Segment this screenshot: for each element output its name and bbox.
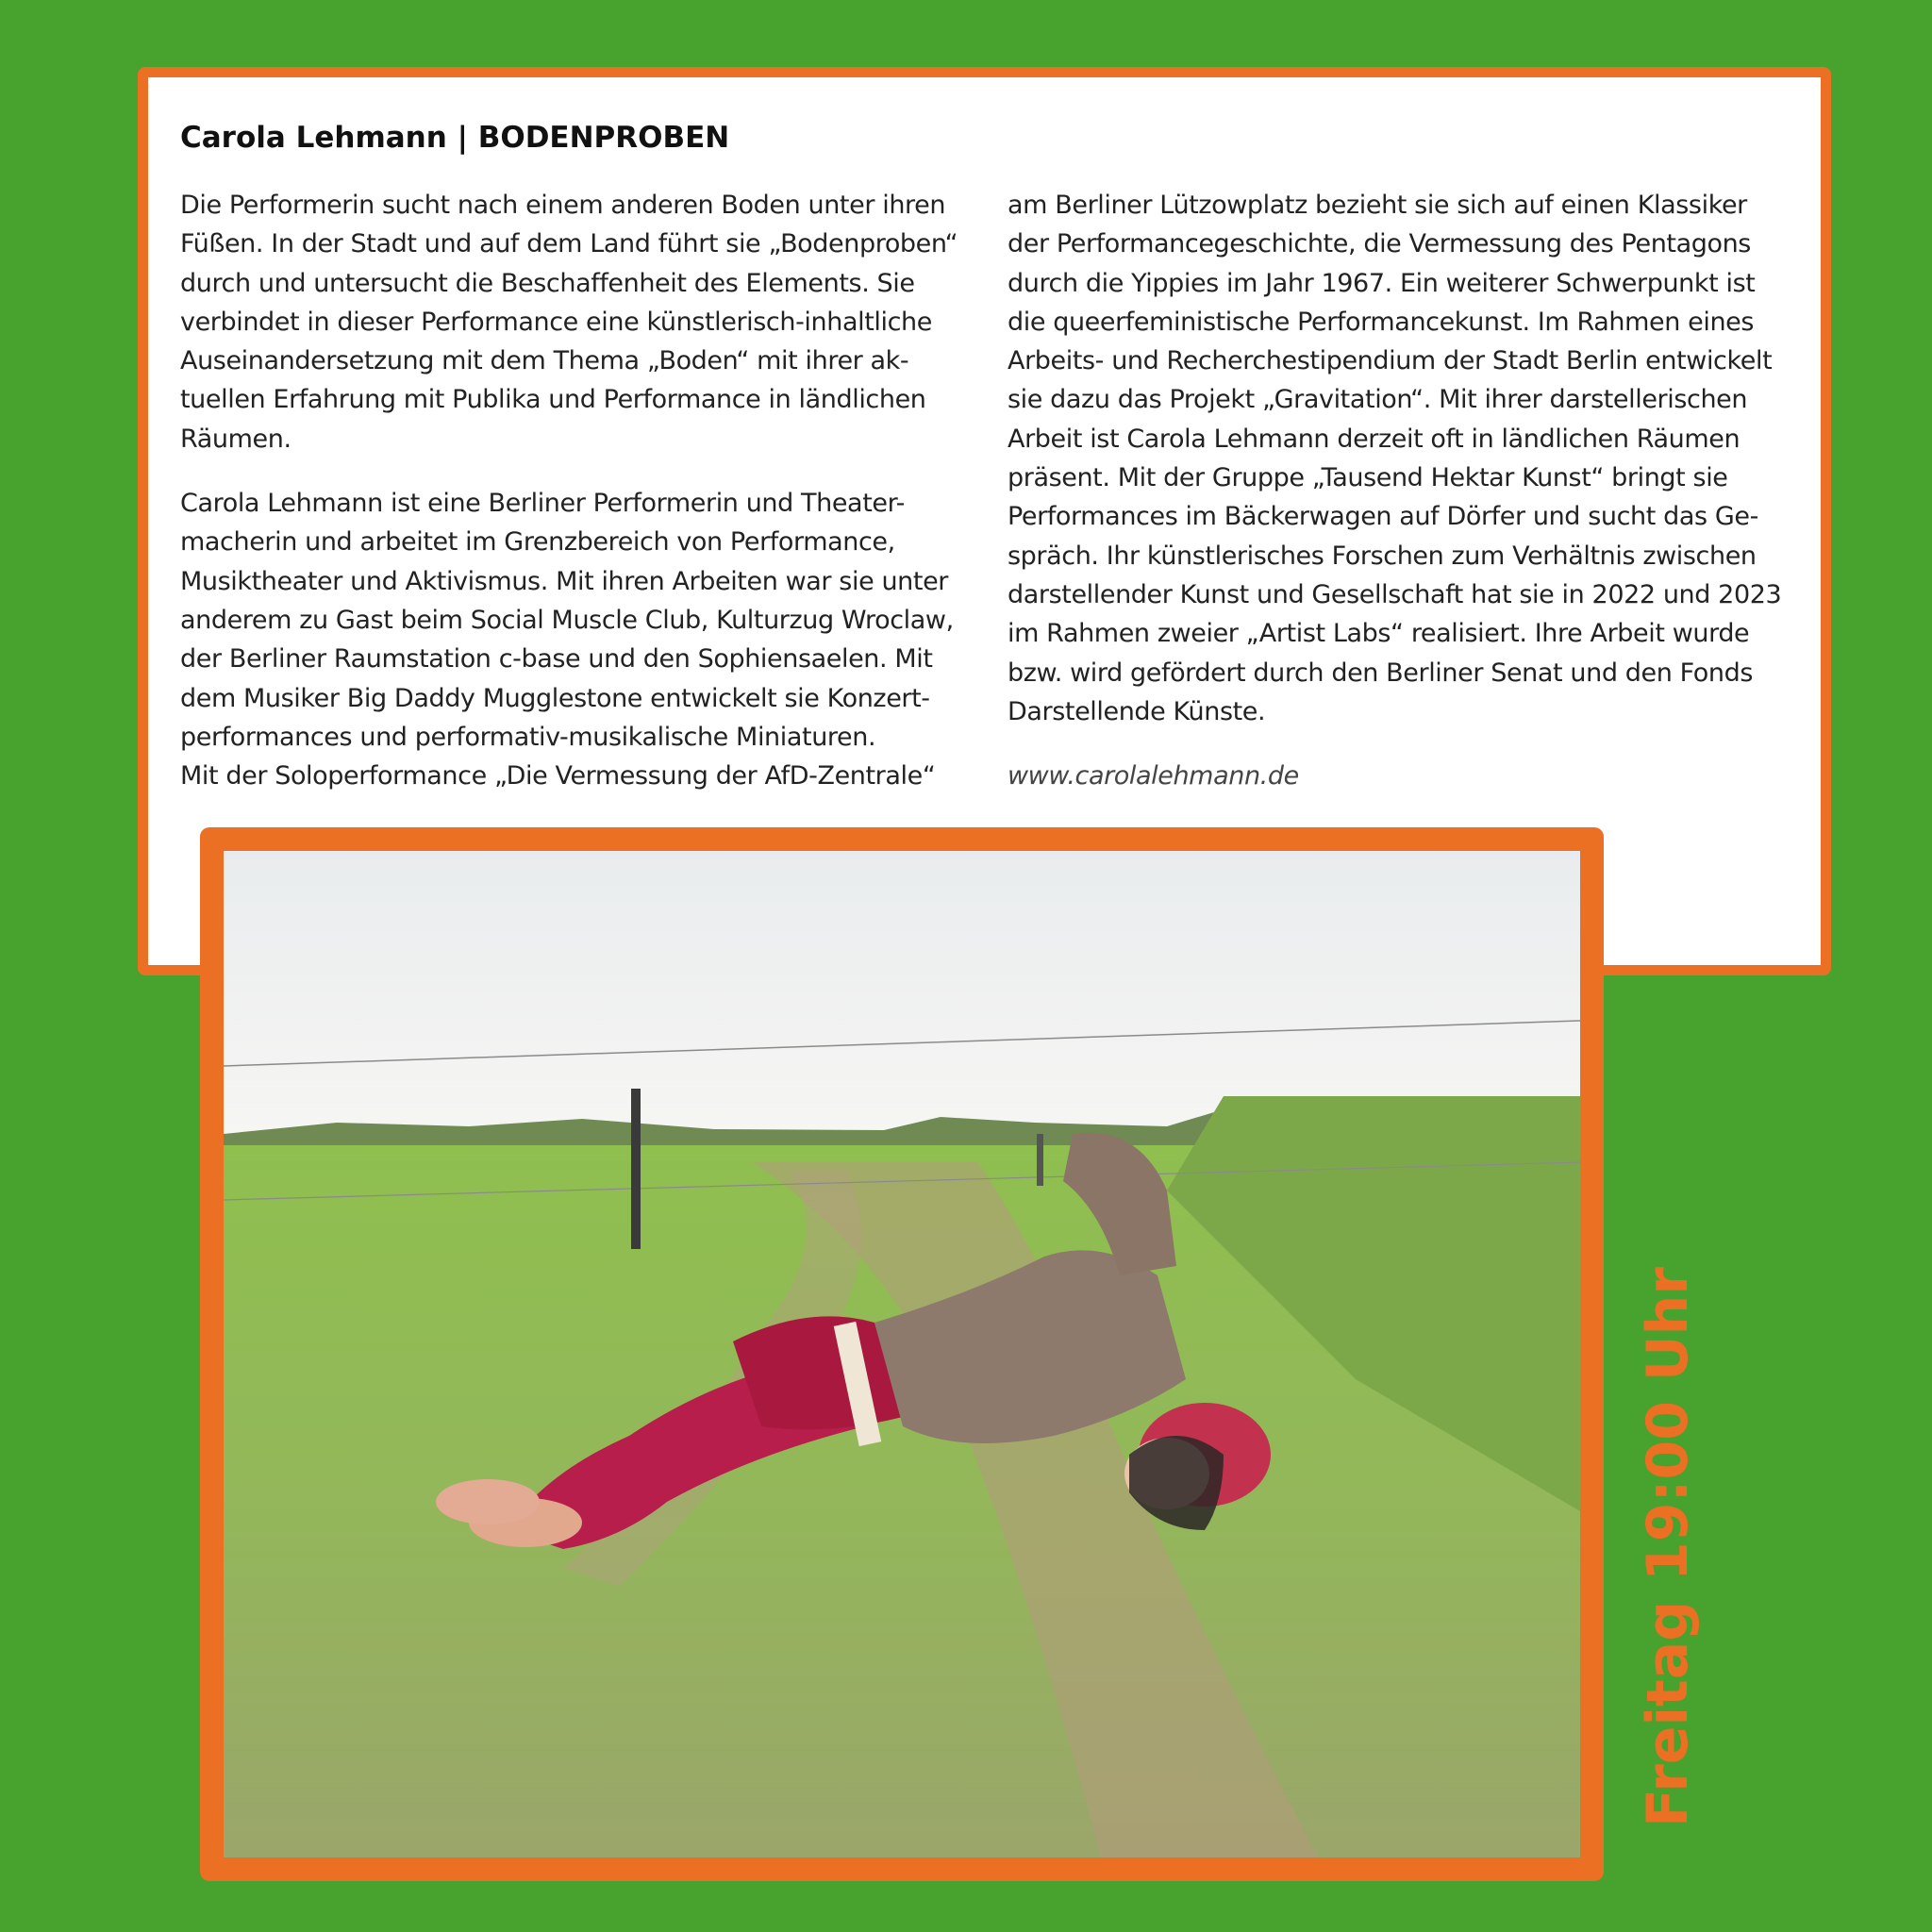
performer-photo xyxy=(200,827,1604,1881)
description-paragraph: Die Performerin sucht nach einem anderen Boden unter ihren Füßen. In der Stadt und auf dem Land führt sie „Bodenproben“ durch und untersucht die Beschaffenheit des Elements. Sie verbindet in dieser Performance eine künstlerisch-inhaltliche Auseinandersetzung mit dem Thema „Boden“ mit ihrer ak- tuellen Erfahrung mit Publika und Performance in ländlichen Räumen. xyxy=(180,191,958,454)
page-title: Carola Lehmann | BODENPROBEN xyxy=(180,121,730,155)
website-link[interactable]: www.carolalehmann.de xyxy=(1008,761,1299,791)
left-column xyxy=(180,186,991,795)
right-column xyxy=(1008,186,1819,795)
biography-paragraph: Carola Lehmann ist eine Berliner Performerin und Theater- macherin und arbeitet im Grenzbereich von Performance, Musiktheater und Aktivismus. Mit ihren Arbeiten war sie unter anderem zu Gast beim Social Muscle Club, Kulturzug Wroclaw, der Berliner Raumstation c-base und den Sophiensaelen. Mit dem Musiker Big Daddy Mugglestone entwickelt sie Konzert- performances und performativ-musikalische Miniaturen. Mit der Soloperformance „Die Vermessung der AfD-Zentrale“ xyxy=(180,489,954,791)
event-time-label: Freitag 19:00 Uhr xyxy=(1635,1267,1701,1827)
biography-continued-paragraph: am Berliner Lützowplatz bezieht sie sich auf einen Klassiker der Performancegeschichte, die Vermessung des Pentagons durch die Yippies im Jahr 1967. Ein weiterer Schwerpunkt ist die queerfeministische Performancekunst. Im Rahmen eines Arbeits- und Recherchestipendium der Stadt Berlin entwickelt sie dazu das Projekt „Gravitation“. Mit ihrer darstellerischen Arbeit ist Carola Lehmann derzeit oft in ländlichen Räumen präsent. Mit der Gruppe „Tausend Hektar Kunst“ bringt sie Performances im Bäckerwagen auf Dörfer und sucht das Ge- spräch. Ihr künstlerisches Forschen zum Verhältnis zwischen darstellender Kunst und Gesellschaft hat sie in 2022 und 2023 im Rahmen zweier „Artist Labs“ realisiert. Ihre Arbeit wurde bzw. wird gefördert durch den Berliner Senat und den Fonds Darstellende Künste. xyxy=(1008,191,1782,726)
photo-illustration xyxy=(224,851,1580,1857)
